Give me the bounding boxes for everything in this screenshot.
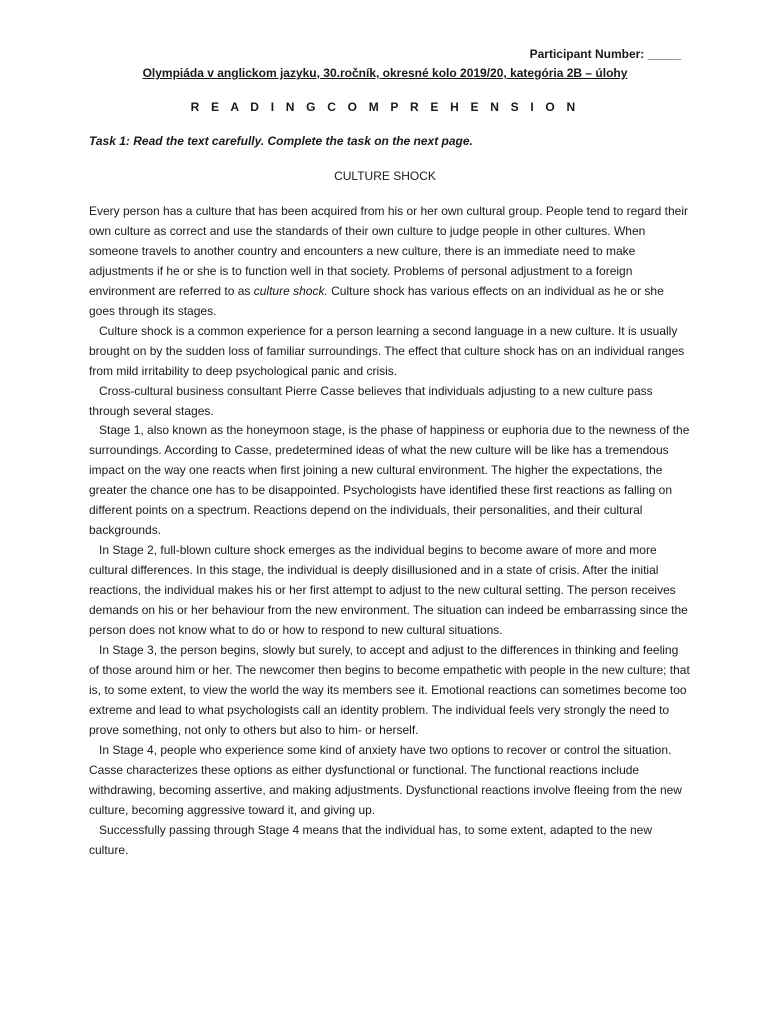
article-title: CULTURE SHOCK: [334, 169, 436, 183]
paragraph-stage-2: In Stage 2, full-blown culture shock emerges as the individual begins to become aware of more and more cultural differences. In this stage, the individual is deeply disillusioned and in a state of crisis. After the initial reactions, the individual makes his or her first attempt to adjust to the new cultural setting. The person receives demands on his or her behaviour from the new environment. The situation can indeed be embarrassing since the person does not know what to do or how to respond to new cultural situations.: [89, 543, 688, 638]
article-body: [89, 202, 691, 860]
paragraph-conclusion: Successfully passing through Stage 4 means that the individual has, to some extent, adapted to the new culture.: [89, 822, 653, 857]
intro-text-before: Every person has a culture that has been acquired from his or her own cultural group. People tend to regard their own culture as correct and use the standards of their own culture to judge people in other cultures. When someone travels to another country and encounters a new culture, there is an immediate need to make adjustments if he or she is to function well in that society. Problems of personal adjustment to a foreign environment are referred to as: [89, 204, 689, 298]
paragraph-stage-4: In Stage 4, people who experience some kind of anxiety have two options to recover or control the situation. Casse characterizes these options as either dysfunctional or functional. The functional reactions include withdrawing, becoming assertive, and making adjustments. Dysfunctional reactions involve fleeing from the new culture, becoming aggressive toward it, and giving up.: [89, 742, 682, 817]
task-instruction: Task 1: Read the text carefully. Complete the task on the next page.: [89, 134, 473, 148]
participant-number-field: Participant Number: _____: [529, 47, 681, 61]
paragraph-stage-3: In Stage 3, the person begins, slowly but surely, to accept and adjust to the differences in thinking and feeling of those around him or her. The newcomer then begins to become empathetic with people in the new culture; that is, to some extent, to view the world the way its members see it. Emotional reactions can sometimes become too extreme and lead to what psychologists call an identity problem. The individual feels very strongly the need to prove something, not only to others but also to him- or herself.: [89, 642, 690, 737]
intro-term: culture shock.: [253, 283, 328, 298]
paragraph-casse-stages: Cross-cultural business consultant Pierre Casse believes that individuals adjusting to a new culture pass through several stages.: [89, 383, 653, 418]
paragraph-stage-1: Stage 1, also known as the honeymoon stage, is the phase of happiness or euphoria due to the newness of the surroundings. According to Casse, predetermined ideas of what the new culture will be like has a tremendous impact on the way one reacts when first joining a new cultural environment. The higher the expectations, the greater the chance one has to be disappointed. Psychologists have identified these first reactions as falling on different points on a spectrum. Reactions depend on the individuals, their personalities, and their cultural backgrounds.: [89, 423, 690, 538]
olympiad-heading: Olympiáda v anglickom jazyku, 30.ročník, okresné kolo 2019/20, kategória 2B – úlohy: [142, 66, 628, 80]
section-title: R E A D I N G C O M P R E H E N S I O N: [190, 100, 580, 114]
intro-paragraph: [89, 202, 691, 322]
paragraph-culture-shock-experience: Culture shock is a common experience for a person learning a second language in a new culture. It is usually brought on by the sudden loss of familiar surroundings. The effect that culture shock has on an individual ranges from mild irritability to deep psychological panic and crisis.: [89, 323, 685, 378]
intro-text-after: Culture shock has various effects on an individual as he or she goes through its stages.: [89, 283, 664, 318]
